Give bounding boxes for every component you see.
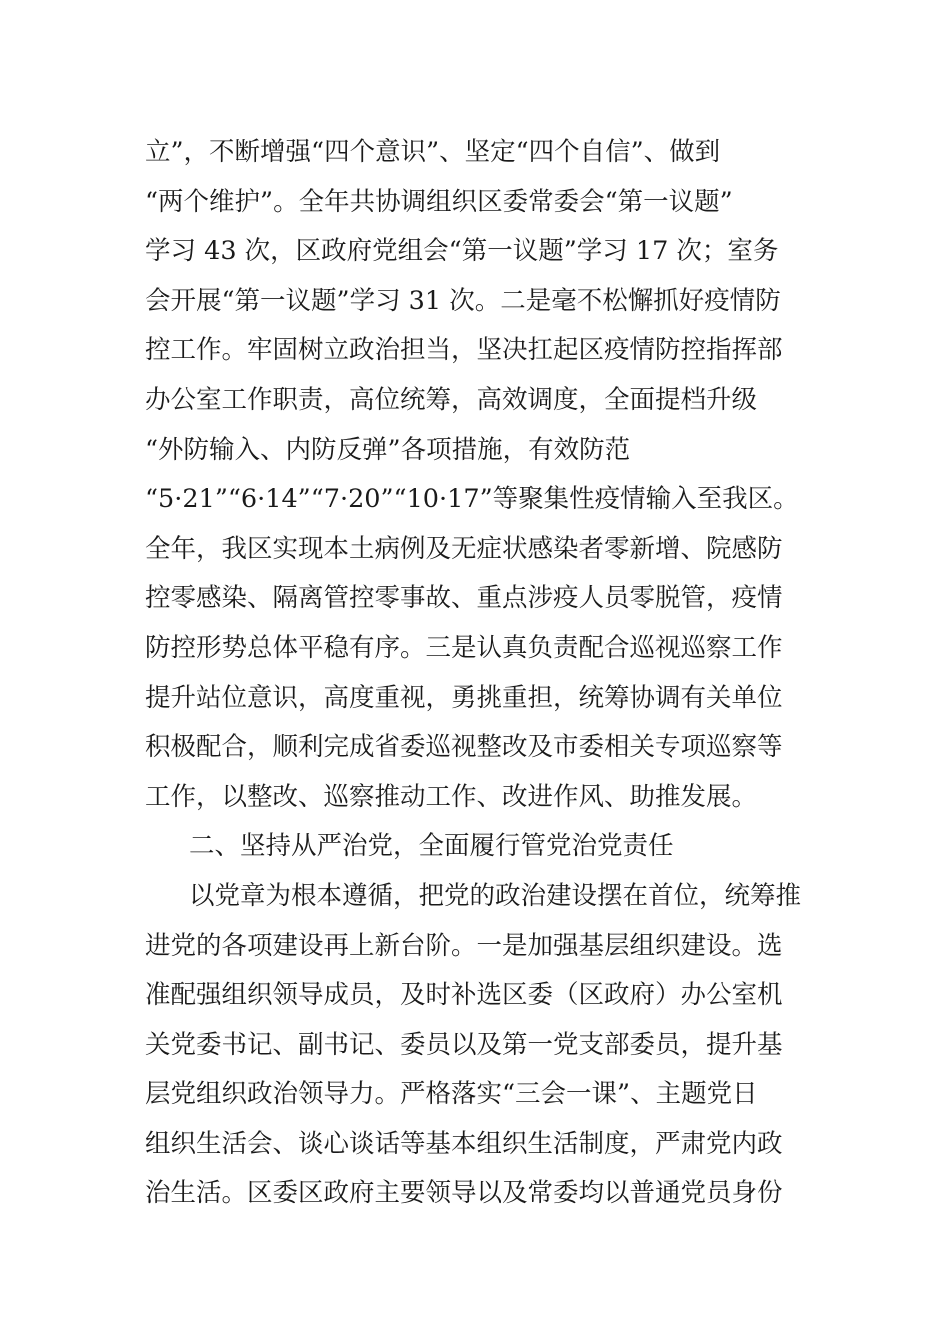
text-line: 层党组织政治领导力。严格落实“三会一课”、主题党日 (145, 1079, 758, 1110)
document-body (145, 128, 810, 1219)
text-line: 提升站位意识，高度重视，勇挑重担，统筹协调有关单位 (145, 682, 783, 713)
text-line: 控工作。牢固树立政治担当，坚决扛起区疫情防控指挥部 (145, 335, 783, 366)
text-line: 关党委书记、副书记、委员以及第一党支部委员，提升基 (145, 1029, 783, 1060)
text-line: 组织生活会、谈心谈话等基本组织生活制度，严肃党内政 (145, 1128, 783, 1159)
section-heading: 二、坚持从严治党，全面履行管党治党责任 (189, 831, 674, 862)
text-line: 控零感染、隔离管控零事故、重点涉疫人员零脱管，疫情 (145, 583, 783, 614)
text-line: 进党的各项建设再上新台阶。一是加强基层组织建设。选 (145, 930, 783, 961)
text-line: 办公室工作职责，高位统筹，高效调度，全面提档升级 (145, 384, 758, 415)
text-line: 治生活。区委区政府主要领导以及常委均以普通党员身份 (145, 1178, 783, 1209)
text-line: 会开展“第一议题”学习 31 次。二是毫不松懈抓好疫情防 (145, 285, 781, 316)
text-line: 防控形势总体平稳有序。三是认真负责配合巡视巡察工作 (145, 632, 783, 663)
paragraph-first-line: 以党章为根本遵循，把党的政治建设摆在首位，统筹推 (189, 880, 802, 911)
text-line: “5·21”“6·14”“7·20”“10·17”等聚集性疫情输入至我区。 (145, 484, 799, 515)
text-line: “外防输入、内防反弹”各项措施，有效防范 (145, 434, 631, 465)
text-line: 积极配合，顺利完成省委巡视整改及市委相关专项巡察等 (145, 732, 783, 763)
text-line: 学习 43 次，区政府党组会“第一议题”学习 17 次；室务 (145, 236, 779, 267)
text-line: 工作，以整改、巡察推动工作、改进作风、助推发展。 (145, 781, 758, 812)
text-line: “两个维护”。全年共协调组织区委常委会“第一议题” (145, 186, 733, 217)
text-line: 准配强组织领导成员，及时补选区委（区政府）办公室机 (145, 980, 783, 1011)
text-line: 立”，不断增强“四个意识”、坚定“四个自信”、做到 (145, 137, 721, 167)
text-line: 全年，我区实现本土病例及无症状感染者零新增、院感防 (145, 533, 783, 564)
